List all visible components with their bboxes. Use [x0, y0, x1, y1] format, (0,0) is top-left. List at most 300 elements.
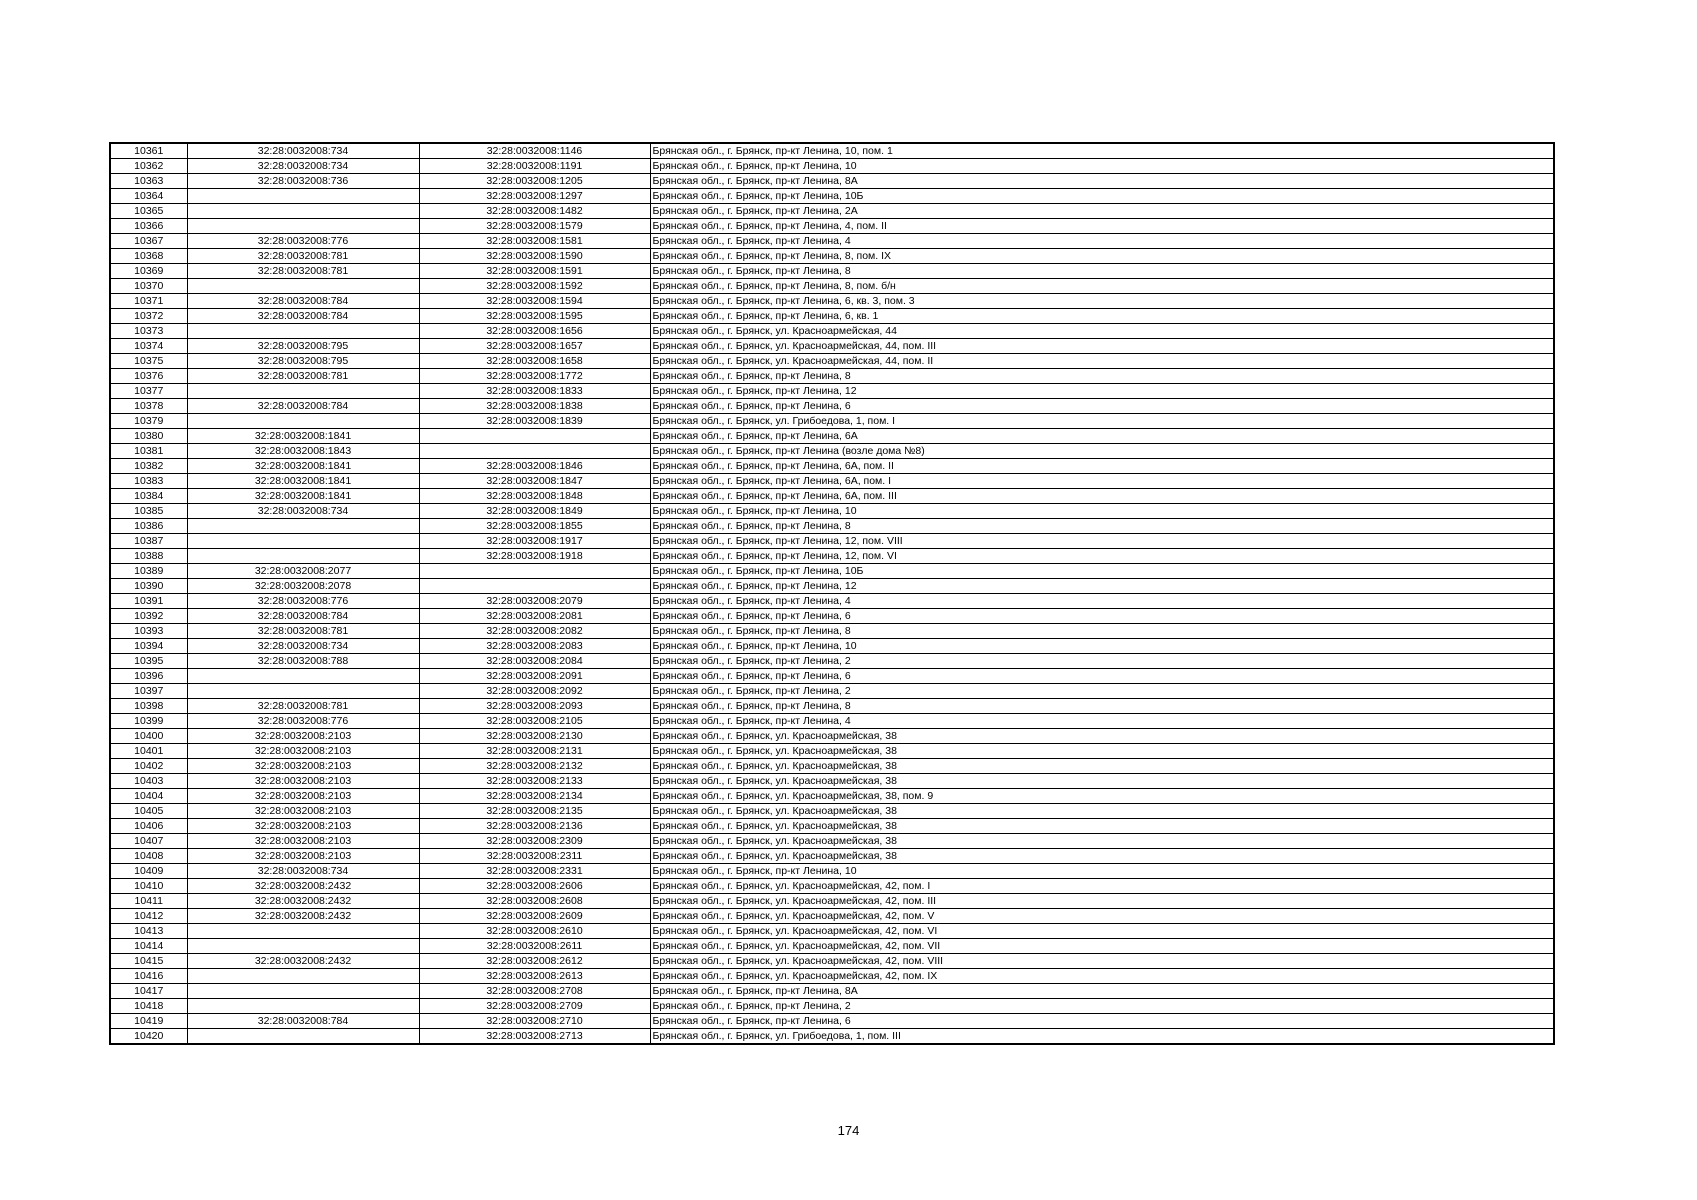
object-cadastral-cell: 32:28:0032008:2093: [419, 699, 650, 714]
registry-table-body: [111, 144, 1553, 1043]
row-number-cell: 10410: [111, 879, 187, 894]
address-cell: Брянская обл., г. Брянск, ул. Красноармейская, 42, пом. IX: [650, 969, 1553, 984]
address-cell: Брянская обл., г. Брянск, пр-кт Ленина, 10: [650, 159, 1553, 174]
address-cell: Брянская обл., г. Брянск, ул. Красноармейская, 38: [650, 819, 1553, 834]
address-cell: Брянская обл., г. Брянск, пр-кт Ленина, 10Б: [650, 564, 1553, 579]
object-cadastral-cell: 32:28:0032008:1592: [419, 279, 650, 294]
address-cell: Брянская обл., г. Брянск, пр-кт Ленина, 12: [650, 384, 1553, 399]
object-cadastral-cell: [419, 579, 650, 594]
object-cadastral-cell: 32:28:0032008:2709: [419, 999, 650, 1014]
table-row: [111, 669, 1553, 684]
building-cadastral-cell: 32:28:0032008:2077: [187, 564, 419, 579]
building-cadastral-cell: [187, 684, 419, 699]
building-cadastral-cell: 32:28:0032008:1843: [187, 444, 419, 459]
object-cadastral-cell: 32:28:0032008:1595: [419, 309, 650, 324]
building-cadastral-cell: 32:28:0032008:2432: [187, 954, 419, 969]
address-cell: Брянская обл., г. Брянск, ул. Красноармейская, 42, пом. V: [650, 909, 1553, 924]
building-cadastral-cell: 32:28:0032008:2103: [187, 759, 419, 774]
object-cadastral-cell: 32:28:0032008:2134: [419, 789, 650, 804]
table-row: [111, 294, 1553, 309]
address-cell: Брянская обл., г. Брянск, ул. Красноармейская, 42, пом. III: [650, 894, 1553, 909]
address-cell: Брянская обл., г. Брянск, пр-кт Ленина (возле дома №8): [650, 444, 1553, 459]
address-cell: Брянская обл., г. Брянск, пр-кт Ленина, 12, пом. VI: [650, 549, 1553, 564]
row-number-cell: 10413: [111, 924, 187, 939]
row-number-cell: 10392: [111, 609, 187, 624]
object-cadastral-cell: 32:28:0032008:1205: [419, 174, 650, 189]
table-row: [111, 1029, 1553, 1044]
table-row: [111, 654, 1553, 669]
object-cadastral-cell: 32:28:0032008:2130: [419, 729, 650, 744]
table-row: [111, 159, 1553, 174]
address-cell: Брянская обл., г. Брянск, пр-кт Ленина, 8А: [650, 984, 1553, 999]
row-number-cell: 10404: [111, 789, 187, 804]
object-cadastral-cell: 32:28:0032008:1917: [419, 534, 650, 549]
row-number-cell: 10394: [111, 639, 187, 654]
table-row: [111, 714, 1553, 729]
address-cell: Брянская обл., г. Брянск, пр-кт Ленина, 2: [650, 999, 1553, 1014]
building-cadastral-cell: 32:28:0032008:788: [187, 654, 419, 669]
address-cell: Брянская обл., г. Брянск, ул. Красноармейская, 44, пом. II: [650, 354, 1553, 369]
address-cell: Брянская обл., г. Брянск, пр-кт Ленина, 4: [650, 594, 1553, 609]
building-cadastral-cell: 32:28:0032008:734: [187, 144, 419, 159]
object-cadastral-cell: 32:28:0032008:2131: [419, 744, 650, 759]
table-row: [111, 1014, 1553, 1029]
address-cell: Брянская обл., г. Брянск, ул. Красноармейская, 42, пом. VII: [650, 939, 1553, 954]
address-cell: Брянская обл., г. Брянск, ул. Грибоедова, 1, пом. III: [650, 1029, 1553, 1044]
row-number-cell: 10385: [111, 504, 187, 519]
object-cadastral-cell: 32:28:0032008:2710: [419, 1014, 650, 1029]
table-row: [111, 954, 1553, 969]
object-cadastral-cell: 32:28:0032008:1847: [419, 474, 650, 489]
address-cell: Брянская обл., г. Брянск, пр-кт Ленина, 4: [650, 714, 1553, 729]
address-cell: Брянская обл., г. Брянск, ул. Красноармейская, 42, пом. VI: [650, 924, 1553, 939]
row-number-cell: 10418: [111, 999, 187, 1014]
table-row: [111, 474, 1553, 489]
row-number-cell: 10376: [111, 369, 187, 384]
address-cell: Брянская обл., г. Брянск, ул. Красноармейская, 38: [650, 774, 1553, 789]
object-cadastral-cell: 32:28:0032008:1839: [419, 414, 650, 429]
table-row: [111, 999, 1553, 1014]
object-cadastral-cell: 32:28:0032008:1146: [419, 144, 650, 159]
building-cadastral-cell: [187, 519, 419, 534]
table-row: [111, 834, 1553, 849]
object-cadastral-cell: 32:28:0032008:1657: [419, 339, 650, 354]
table-row: [111, 279, 1553, 294]
row-number-cell: 10390: [111, 579, 187, 594]
address-cell: Брянская обл., г. Брянск, пр-кт Ленина, 8А: [650, 174, 1553, 189]
table-row: [111, 939, 1553, 954]
row-number-cell: 10420: [111, 1029, 187, 1044]
object-cadastral-cell: 32:28:0032008:2609: [419, 909, 650, 924]
row-number-cell: 10362: [111, 159, 187, 174]
row-number-cell: 10391: [111, 594, 187, 609]
object-cadastral-cell: 32:28:0032008:2133: [419, 774, 650, 789]
row-number-cell: 10379: [111, 414, 187, 429]
row-number-cell: 10411: [111, 894, 187, 909]
row-number-cell: 10407: [111, 834, 187, 849]
building-cadastral-cell: [187, 189, 419, 204]
row-number-cell: 10419: [111, 1014, 187, 1029]
table-row: [111, 639, 1553, 654]
address-cell: Брянская обл., г. Брянск, пр-кт Ленина, 10, пом. 1: [650, 144, 1553, 159]
address-cell: Брянская обл., г. Брянск, ул. Красноармейская, 38: [650, 849, 1553, 864]
building-cadastral-cell: 32:28:0032008:2103: [187, 834, 419, 849]
object-cadastral-cell: 32:28:0032008:2708: [419, 984, 650, 999]
table-row: [111, 789, 1553, 804]
object-cadastral-cell: [419, 429, 650, 444]
table-row: [111, 309, 1553, 324]
address-cell: Брянская обл., г. Брянск, пр-кт Ленина, 8: [650, 519, 1553, 534]
object-cadastral-cell: 32:28:0032008:2331: [419, 864, 650, 879]
row-number-cell: 10366: [111, 219, 187, 234]
building-cadastral-cell: [187, 534, 419, 549]
object-cadastral-cell: 32:28:0032008:2079: [419, 594, 650, 609]
address-cell: Брянская обл., г. Брянск, пр-кт Ленина, 6А, пом. II: [650, 459, 1553, 474]
building-cadastral-cell: 32:28:0032008:781: [187, 249, 419, 264]
address-cell: Брянская обл., г. Брянск, пр-кт Ленина, 6: [650, 1014, 1553, 1029]
row-number-cell: 10381: [111, 444, 187, 459]
table-row: [111, 564, 1553, 579]
row-number-cell: 10414: [111, 939, 187, 954]
address-cell: Брянская обл., г. Брянск, пр-кт Ленина, 10Б: [650, 189, 1553, 204]
object-cadastral-cell: 32:28:0032008:1855: [419, 519, 650, 534]
row-number-cell: 10383: [111, 474, 187, 489]
building-cadastral-cell: [187, 969, 419, 984]
row-number-cell: 10395: [111, 654, 187, 669]
object-cadastral-cell: 32:28:0032008:2309: [419, 834, 650, 849]
table-row: [111, 849, 1553, 864]
address-cell: Брянская обл., г. Брянск, пр-кт Ленина, 6, кв. 3, пом. 3: [650, 294, 1553, 309]
address-cell: Брянская обл., г. Брянск, пр-кт Ленина, 8, пом. IX: [650, 249, 1553, 264]
object-cadastral-cell: 32:28:0032008:2311: [419, 849, 650, 864]
row-number-cell: 10372: [111, 309, 187, 324]
object-cadastral-cell: 32:28:0032008:1297: [419, 189, 650, 204]
table-row: [111, 759, 1553, 774]
table-row: [111, 894, 1553, 909]
object-cadastral-cell: [419, 444, 650, 459]
row-number-cell: 10380: [111, 429, 187, 444]
row-number-cell: 10417: [111, 984, 187, 999]
address-cell: Брянская обл., г. Брянск, пр-кт Ленина, 12, пом. VIII: [650, 534, 1553, 549]
building-cadastral-cell: 32:28:0032008:734: [187, 864, 419, 879]
table-row: [111, 189, 1553, 204]
building-cadastral-cell: 32:28:0032008:2432: [187, 879, 419, 894]
object-cadastral-cell: 32:28:0032008:2610: [419, 924, 650, 939]
object-cadastral-cell: 32:28:0032008:1838: [419, 399, 650, 414]
building-cadastral-cell: 32:28:0032008:784: [187, 1014, 419, 1029]
object-cadastral-cell: 32:28:0032008:1846: [419, 459, 650, 474]
address-cell: Брянская обл., г. Брянск, ул. Красноармейская, 42, пом. I: [650, 879, 1553, 894]
table-row: [111, 729, 1553, 744]
building-cadastral-cell: [187, 279, 419, 294]
table-row: [111, 804, 1553, 819]
address-cell: Брянская обл., г. Брянск, пр-кт Ленина, 10: [650, 639, 1553, 654]
address-cell: Брянская обл., г. Брянск, ул. Красноармейская, 38: [650, 744, 1553, 759]
row-number-cell: 10375: [111, 354, 187, 369]
object-cadastral-cell: 32:28:0032008:1581: [419, 234, 650, 249]
object-cadastral-cell: 32:28:0032008:1658: [419, 354, 650, 369]
address-cell: Брянская обл., г. Брянск, ул. Красноармейская, 38: [650, 804, 1553, 819]
row-number-cell: 10377: [111, 384, 187, 399]
building-cadastral-cell: 32:28:0032008:2103: [187, 744, 419, 759]
building-cadastral-cell: [187, 549, 419, 564]
building-cadastral-cell: 32:28:0032008:734: [187, 639, 419, 654]
table-row: [111, 519, 1553, 534]
table-row: [111, 699, 1553, 714]
row-number-cell: 10382: [111, 459, 187, 474]
object-cadastral-cell: 32:28:0032008:1591: [419, 264, 650, 279]
row-number-cell: 10369: [111, 264, 187, 279]
address-cell: Брянская обл., г. Брянск, пр-кт Ленина, 2: [650, 684, 1553, 699]
building-cadastral-cell: 32:28:0032008:1841: [187, 459, 419, 474]
building-cadastral-cell: 32:28:0032008:2078: [187, 579, 419, 594]
building-cadastral-cell: 32:28:0032008:781: [187, 624, 419, 639]
address-cell: Брянская обл., г. Брянск, пр-кт Ленина, 2: [650, 654, 1553, 669]
table-row: [111, 144, 1553, 159]
table-row: [111, 909, 1553, 924]
table-row: [111, 264, 1553, 279]
building-cadastral-cell: 32:28:0032008:734: [187, 504, 419, 519]
object-cadastral-cell: 32:28:0032008:2092: [419, 684, 650, 699]
object-cadastral-cell: 32:28:0032008:2091: [419, 669, 650, 684]
row-number-cell: 10408: [111, 849, 187, 864]
address-cell: Брянская обл., г. Брянск, пр-кт Ленина, 8: [650, 264, 1553, 279]
row-number-cell: 10367: [111, 234, 187, 249]
table-row: [111, 774, 1553, 789]
object-cadastral-cell: 32:28:0032008:1833: [419, 384, 650, 399]
object-cadastral-cell: 32:28:0032008:1848: [419, 489, 650, 504]
row-number-cell: 10374: [111, 339, 187, 354]
address-cell: Брянская обл., г. Брянск, пр-кт Ленина, 6А: [650, 429, 1553, 444]
address-cell: Брянская обл., г. Брянск, пр-кт Ленина, 10: [650, 864, 1553, 879]
address-cell: Брянская обл., г. Брянск, пр-кт Ленина, 4: [650, 234, 1553, 249]
row-number-cell: 10402: [111, 759, 187, 774]
address-cell: Брянская обл., г. Брянск, пр-кт Ленина, 8: [650, 369, 1553, 384]
page-number: 174: [837, 1123, 860, 1138]
address-cell: Брянская обл., г. Брянск, пр-кт Ленина, 6, кв. 1: [650, 309, 1553, 324]
row-number-cell: 10388: [111, 549, 187, 564]
building-cadastral-cell: 32:28:0032008:784: [187, 309, 419, 324]
building-cadastral-cell: 32:28:0032008:2103: [187, 804, 419, 819]
address-cell: Брянская обл., г. Брянск, пр-кт Ленина, 8: [650, 624, 1553, 639]
address-cell: Брянская обл., г. Брянск, пр-кт Ленина, 10: [650, 504, 1553, 519]
building-cadastral-cell: 32:28:0032008:776: [187, 234, 419, 249]
row-number-cell: 10386: [111, 519, 187, 534]
row-number-cell: 10378: [111, 399, 187, 414]
table-row: [111, 879, 1553, 894]
row-number-cell: 10389: [111, 564, 187, 579]
table-row: [111, 624, 1553, 639]
object-cadastral-cell: 32:28:0032008:2612: [419, 954, 650, 969]
building-cadastral-cell: 32:28:0032008:2103: [187, 819, 419, 834]
table-row: [111, 744, 1553, 759]
table-row: [111, 459, 1553, 474]
object-cadastral-cell: 32:28:0032008:2136: [419, 819, 650, 834]
building-cadastral-cell: 32:28:0032008:784: [187, 609, 419, 624]
table-row: [111, 399, 1553, 414]
building-cadastral-cell: [187, 669, 419, 684]
row-number-cell: 10403: [111, 774, 187, 789]
row-number-cell: 10393: [111, 624, 187, 639]
building-cadastral-cell: [187, 204, 419, 219]
table-row: [111, 204, 1553, 219]
table-row: [111, 369, 1553, 384]
building-cadastral-cell: [187, 999, 419, 1014]
row-number-cell: 10405: [111, 804, 187, 819]
address-cell: Брянская обл., г. Брянск, ул. Красноармейская, 38, пом. 9: [650, 789, 1553, 804]
address-cell: Брянская обл., г. Брянск, пр-кт Ленина, 6А, пом. III: [650, 489, 1553, 504]
row-number-cell: 10399: [111, 714, 187, 729]
row-number-cell: 10412: [111, 909, 187, 924]
address-cell: Брянская обл., г. Брянск, пр-кт Ленина, 6: [650, 399, 1553, 414]
address-cell: Брянская обл., г. Брянск, ул. Грибоедова, 1, пом. I: [650, 414, 1553, 429]
row-number-cell: 10397: [111, 684, 187, 699]
building-cadastral-cell: 32:28:0032008:2103: [187, 789, 419, 804]
object-cadastral-cell: 32:28:0032008:1849: [419, 504, 650, 519]
building-cadastral-cell: [187, 939, 419, 954]
row-number-cell: 10363: [111, 174, 187, 189]
address-cell: Брянская обл., г. Брянск, пр-кт Ленина, 2А: [650, 204, 1553, 219]
registry-table: [111, 144, 1553, 1043]
table-row: [111, 354, 1553, 369]
object-cadastral-cell: 32:28:0032008:1656: [419, 324, 650, 339]
building-cadastral-cell: [187, 1029, 419, 1044]
object-cadastral-cell: 32:28:0032008:2713: [419, 1029, 650, 1044]
table-row: [111, 249, 1553, 264]
object-cadastral-cell: 32:28:0032008:2613: [419, 969, 650, 984]
table-row: [111, 969, 1553, 984]
table-row: [111, 324, 1553, 339]
building-cadastral-cell: [187, 324, 419, 339]
building-cadastral-cell: 32:28:0032008:1841: [187, 474, 419, 489]
table-row: [111, 429, 1553, 444]
building-cadastral-cell: 32:28:0032008:795: [187, 339, 419, 354]
row-number-cell: 10396: [111, 669, 187, 684]
building-cadastral-cell: [187, 384, 419, 399]
building-cadastral-cell: 32:28:0032008:781: [187, 369, 419, 384]
building-cadastral-cell: [187, 924, 419, 939]
object-cadastral-cell: 32:28:0032008:1579: [419, 219, 650, 234]
object-cadastral-cell: 32:28:0032008:1918: [419, 549, 650, 564]
object-cadastral-cell: 32:28:0032008:1191: [419, 159, 650, 174]
table-row: [111, 684, 1553, 699]
table-row: [111, 414, 1553, 429]
building-cadastral-cell: 32:28:0032008:1841: [187, 429, 419, 444]
address-cell: Брянская обл., г. Брянск, ул. Красноармейская, 44, пом. III: [650, 339, 1553, 354]
building-cadastral-cell: 32:28:0032008:784: [187, 294, 419, 309]
building-cadastral-cell: 32:28:0032008:781: [187, 699, 419, 714]
address-cell: Брянская обл., г. Брянск, ул. Красноармейская, 38: [650, 834, 1553, 849]
row-number-cell: 10364: [111, 189, 187, 204]
object-cadastral-cell: 32:28:0032008:2132: [419, 759, 650, 774]
address-cell: Брянская обл., г. Брянск, ул. Красноармейская, 38: [650, 729, 1553, 744]
building-cadastral-cell: 32:28:0032008:776: [187, 594, 419, 609]
building-cadastral-cell: 32:28:0032008:734: [187, 159, 419, 174]
building-cadastral-cell: 32:28:0032008:776: [187, 714, 419, 729]
building-cadastral-cell: [187, 219, 419, 234]
object-cadastral-cell: 32:28:0032008:2135: [419, 804, 650, 819]
building-cadastral-cell: 32:28:0032008:781: [187, 264, 419, 279]
row-number-cell: 10401: [111, 744, 187, 759]
address-cell: Брянская обл., г. Брянск, пр-кт Ленина, 12: [650, 579, 1553, 594]
row-number-cell: 10384: [111, 489, 187, 504]
row-number-cell: 10400: [111, 729, 187, 744]
object-cadastral-cell: 32:28:0032008:2084: [419, 654, 650, 669]
address-cell: Брянская обл., г. Брянск, пр-кт Ленина, 4, пом. II: [650, 219, 1553, 234]
row-number-cell: 10406: [111, 819, 187, 834]
table-row: [111, 384, 1553, 399]
building-cadastral-cell: 32:28:0032008:2432: [187, 909, 419, 924]
building-cadastral-cell: 32:28:0032008:2103: [187, 849, 419, 864]
address-cell: Брянская обл., г. Брянск, пр-кт Ленина, 6: [650, 609, 1553, 624]
table-row: [111, 984, 1553, 999]
object-cadastral-cell: 32:28:0032008:1482: [419, 204, 650, 219]
row-number-cell: 10415: [111, 954, 187, 969]
building-cadastral-cell: [187, 414, 419, 429]
table-row: [111, 579, 1553, 594]
address-cell: Брянская обл., г. Брянск, ул. Красноармейская, 44: [650, 324, 1553, 339]
building-cadastral-cell: 32:28:0032008:736: [187, 174, 419, 189]
row-number-cell: 10409: [111, 864, 187, 879]
table-row: [111, 174, 1553, 189]
row-number-cell: 10373: [111, 324, 187, 339]
object-cadastral-cell: 32:28:0032008:1590: [419, 249, 650, 264]
address-cell: Брянская обл., г. Брянск, пр-кт Ленина, 8, пом. б/н: [650, 279, 1553, 294]
object-cadastral-cell: 32:28:0032008:2083: [419, 639, 650, 654]
table-row: [111, 864, 1553, 879]
table-row: [111, 819, 1553, 834]
table-row: [111, 504, 1553, 519]
object-cadastral-cell: 32:28:0032008:2082: [419, 624, 650, 639]
address-cell: Брянская обл., г. Брянск, ул. Красноармейская, 38: [650, 759, 1553, 774]
address-cell: Брянская обл., г. Брянск, пр-кт Ленина, 6А, пом. I: [650, 474, 1553, 489]
table-row: [111, 549, 1553, 564]
address-cell: Брянская обл., г. Брянск, пр-кт Ленина, 8: [650, 699, 1553, 714]
row-number-cell: 10416: [111, 969, 187, 984]
row-number-cell: 10361: [111, 144, 187, 159]
row-number-cell: 10365: [111, 204, 187, 219]
table-row: [111, 234, 1553, 249]
building-cadastral-cell: 32:28:0032008:784: [187, 399, 419, 414]
table-row: [111, 444, 1553, 459]
registry-table-frame: [109, 142, 1555, 1045]
object-cadastral-cell: 32:28:0032008:2105: [419, 714, 650, 729]
object-cadastral-cell: 32:28:0032008:2081: [419, 609, 650, 624]
building-cadastral-cell: 32:28:0032008:1841: [187, 489, 419, 504]
object-cadastral-cell: 32:28:0032008:2611: [419, 939, 650, 954]
table-row: [111, 489, 1553, 504]
table-row: [111, 339, 1553, 354]
building-cadastral-cell: 32:28:0032008:2103: [187, 729, 419, 744]
table-row: [111, 534, 1553, 549]
table-row: [111, 219, 1553, 234]
row-number-cell: 10370: [111, 279, 187, 294]
object-cadastral-cell: 32:28:0032008:1594: [419, 294, 650, 309]
building-cadastral-cell: [187, 984, 419, 999]
building-cadastral-cell: 32:28:0032008:795: [187, 354, 419, 369]
address-cell: Брянская обл., г. Брянск, ул. Красноармейская, 42, пом. VIII: [650, 954, 1553, 969]
object-cadastral-cell: 32:28:0032008:2608: [419, 894, 650, 909]
row-number-cell: 10398: [111, 699, 187, 714]
table-row: [111, 924, 1553, 939]
address-cell: Брянская обл., г. Брянск, пр-кт Ленина, 6: [650, 669, 1553, 684]
building-cadastral-cell: 32:28:0032008:2432: [187, 894, 419, 909]
object-cadastral-cell: 32:28:0032008:2606: [419, 879, 650, 894]
object-cadastral-cell: 32:28:0032008:1772: [419, 369, 650, 384]
row-number-cell: 10368: [111, 249, 187, 264]
object-cadastral-cell: [419, 564, 650, 579]
table-row: [111, 594, 1553, 609]
